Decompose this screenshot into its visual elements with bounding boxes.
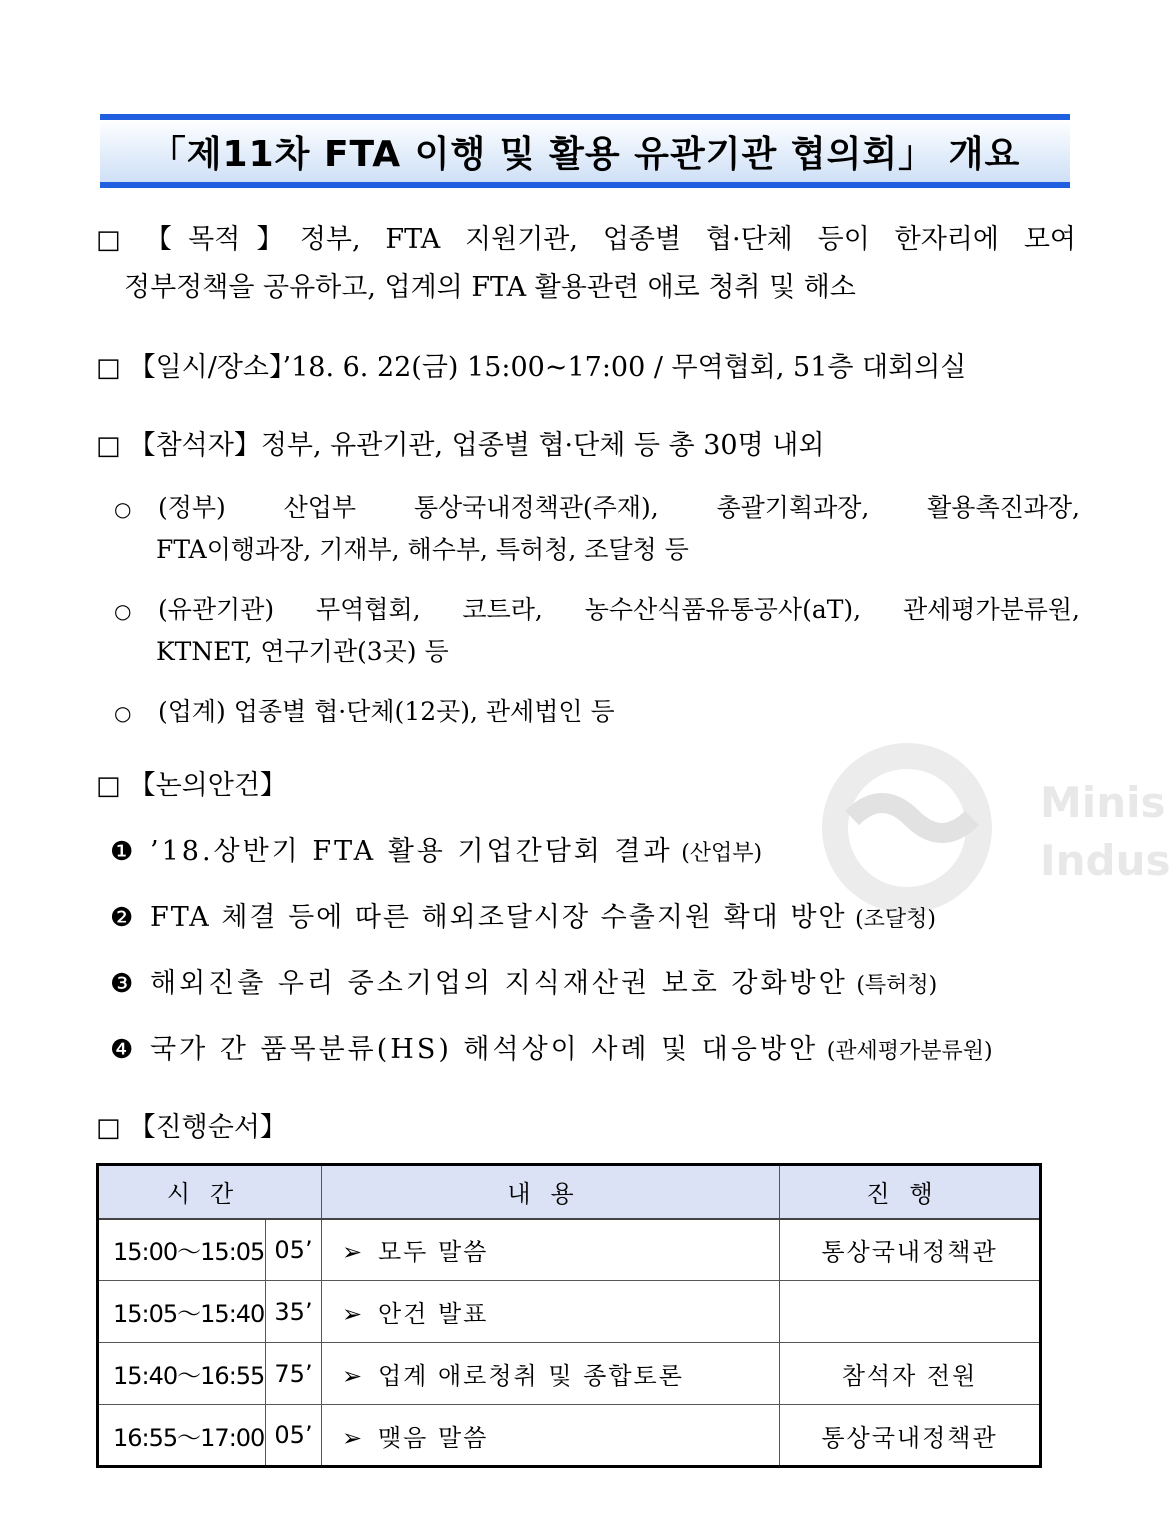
row-presenter: 통상국내정책관: [780, 1405, 1041, 1467]
watermark-line2: Indus: [1040, 836, 1171, 885]
header-content: 내용: [322, 1165, 780, 1219]
arrow-icon: ➢: [342, 1423, 365, 1452]
row-content: [322, 1281, 780, 1343]
agenda-item-owner: (특허청): [856, 973, 938, 998]
purpose-line1: [96, 224, 1076, 256]
number-1-icon: ❶: [110, 837, 134, 867]
agenda-item-2: [110, 902, 936, 936]
circle-bullet-icon: ○: [114, 701, 132, 725]
arrow-icon: ➢: [342, 1238, 365, 1267]
table-row: [98, 1281, 1041, 1343]
agenda-item-owner: (조달청): [855, 907, 937, 932]
row-content: [322, 1343, 780, 1405]
row-content-text: 모두 말씀: [378, 1238, 489, 1267]
number-4-icon: ❹: [110, 1035, 134, 1065]
row-presenter: 참석자 전원: [780, 1343, 1041, 1405]
row-duration: 35’: [266, 1281, 322, 1343]
checkbox-square-icon: □: [96, 771, 121, 801]
attendee-item-agencies: [114, 594, 1080, 627]
arrow-icon: ➢: [342, 1362, 365, 1390]
row-time: 15:40～16:55: [98, 1343, 266, 1405]
row-content: [322, 1405, 780, 1467]
agenda-item-owner: (관세평가분류원): [826, 1039, 993, 1064]
row-content-text: 맺음 말씀: [378, 1423, 489, 1452]
row-time: 15:00～15:05: [98, 1219, 266, 1281]
ministry-watermark: [812, 748, 1171, 908]
agenda-item-text: 국가 간 품목분류(HS) 해석상이 사례 및 대응방안: [150, 1034, 819, 1065]
row-presenter: [780, 1281, 1041, 1343]
row-time: 15:05～15:40: [98, 1281, 266, 1343]
checkbox-square-icon: □: [96, 353, 121, 383]
attendee-item-text: (업계) 업종별 협·단체(12곳), 관세법인 등: [158, 697, 615, 726]
number-2-icon: ❷: [110, 903, 134, 933]
attendee-item-text: (정부) 산업부 통상국내정책관(주재), 총괄기획과장, 활용촉진과장,: [158, 493, 1080, 522]
attendee-item-government-cont: FTA이행과장, 기재부, 해수부, 특허청, 조달청 등: [156, 535, 689, 564]
table-row: [98, 1343, 1041, 1405]
watermark-line1: Minis: [1040, 778, 1166, 827]
progress-heading: [96, 1112, 287, 1144]
agenda-item-4: [110, 1034, 993, 1068]
title-banner: [100, 114, 1070, 188]
row-presenter: 통상국내정책관: [780, 1219, 1041, 1281]
agenda-item-text: ’18.상반기 FTA 활용 기업간담회 결과: [150, 836, 673, 867]
checkbox-square-icon: □: [96, 1113, 121, 1143]
agenda-title: 【논의안건】: [128, 770, 287, 801]
attendee-item-government: [114, 492, 1080, 525]
row-content-text: 업계 애로청취 및 종합토론: [378, 1362, 684, 1390]
circle-bullet-icon: ○: [114, 497, 132, 521]
row-duration: 05’: [266, 1405, 322, 1467]
number-3-icon: ❸: [110, 969, 134, 999]
table-row: [98, 1219, 1041, 1281]
attendee-item-industry: [114, 696, 615, 729]
schedule-text: 【일시/장소】’18. 6. 22(금) 15:00~17:00 / 무역협회, 51층 대회의실: [128, 352, 967, 383]
header-by: 진행: [780, 1165, 1041, 1219]
attendee-item-agencies-cont: KTNET, 연구기관(3곳) 등: [156, 637, 449, 666]
attendees-line: [96, 430, 824, 462]
checkbox-square-icon: □: [96, 225, 137, 255]
agenda-item-text: 해외진출 우리 중소기업의 지식재산권 보호 강화방안: [150, 968, 848, 999]
agenda-item-3: [110, 968, 937, 1002]
header-time: 시간: [98, 1165, 322, 1219]
purpose-text-1: 【목적】정부, FTA 지원기관, 업종별 협·단체 등이 한자리에 모여: [144, 224, 1076, 255]
schedule-table: [96, 1163, 1042, 1468]
attendees-text: 【참석자】정부, 유관기관, 업종별 협·단체 등 총 30명 내외: [128, 430, 825, 461]
agenda-heading: [96, 770, 287, 802]
row-duration: 75’: [266, 1343, 322, 1405]
row-duration: 05’: [266, 1219, 322, 1281]
schedule-line: [96, 352, 966, 384]
progress-title: 【진행순서】: [128, 1112, 287, 1143]
arrow-icon: ➢: [342, 1300, 365, 1328]
checkbox-square-icon: □: [96, 431, 121, 461]
attendee-item-text: (유관기관) 무역협회, 코트라, 농수산식품유통공사(aT), 관세평가분류원,: [158, 595, 1080, 624]
government-emblem-icon: [812, 748, 1002, 908]
table-row: [98, 1405, 1041, 1467]
page-title: 「제11차 FTA 이행 및 활용 유관기관 협의회」 개요: [149, 133, 1021, 175]
circle-bullet-icon: ○: [114, 599, 132, 623]
row-content: [322, 1219, 780, 1281]
agenda-item-text: FTA 체결 등에 따른 해외조달시장 수출지원 확대 방안: [150, 902, 847, 933]
row-time: 16:55～17:00: [98, 1405, 266, 1467]
agenda-item-owner: (산업부): [681, 841, 763, 866]
agenda-item-1: [110, 836, 762, 870]
purpose-line2: 정부정책을 공유하고, 업계의 FTA 활용관련 애로 청취 및 해소: [124, 272, 856, 303]
table-header-row: [98, 1165, 1041, 1219]
row-content-text: 안건 발표: [378, 1300, 489, 1328]
